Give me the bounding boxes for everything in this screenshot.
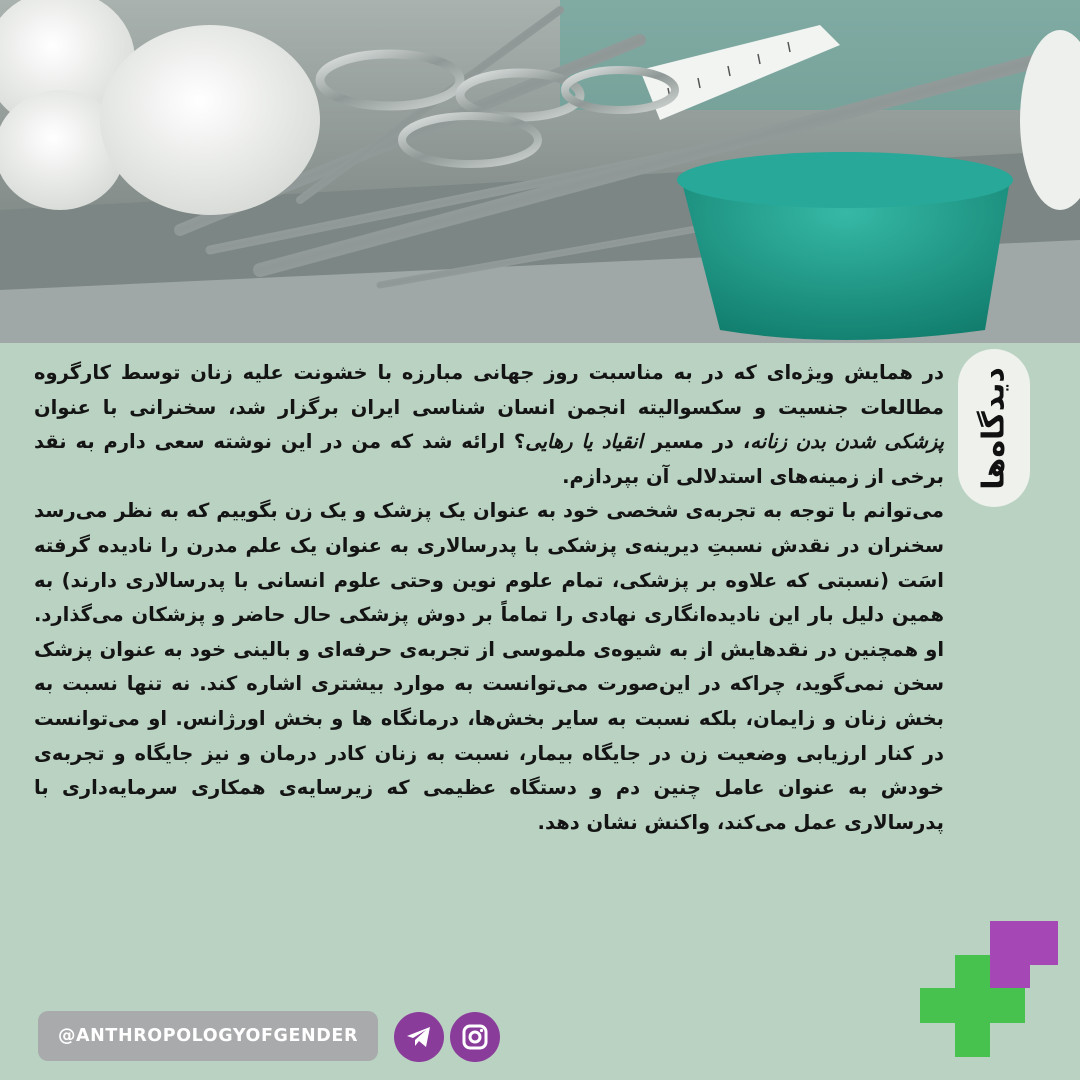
paragraph-1-text-c: ؟ ارائه شد که من در این نوشته سعی دارم به نقد برخی از زمینه‌های استدلالی آن بپردازم.	[34, 430, 944, 488]
instagram-icon	[461, 1023, 489, 1051]
telegram-button[interactable]	[394, 1012, 444, 1062]
purple-plus-decoration-stem	[990, 921, 1030, 988]
article-body	[34, 356, 944, 840]
article-paragraph-1	[34, 356, 944, 494]
paragraph-1-text-b: ، در مسیر	[642, 430, 751, 454]
section-badge	[958, 349, 1030, 507]
section-badge-label: دیدگاه‌ها	[976, 366, 1012, 490]
paragraph-1-text-a: در همایش ویژه‌ای که در به مناسبت روز جهانی مبارزه با خشونت علیه زنان توسط کارگروه مطالعات جنسیت و سکسوالیته انجمن انسان شناسی ایران برگزار شد، سخنرانی با عنوان	[34, 361, 944, 419]
telegram-icon	[406, 1025, 432, 1049]
article-paragraph-2: می‌توانم با توجه به تجربه‌ی شخصی خود به عنوان یک پزشک و یک زن بگوییم که به نظر می‌رسد سخنران در نقدش نسبتِ دیرینه‌ی پزشکی با پدرسالاری به عنوان یک علم مدرن را نادیده گرفته اسَت (نسبتی که علاوه بر پزشکی، تمام علوم نوین وحتی علوم انسانی با پدرسالاری دارند) به همین دلیل بار این نادیده‌انگاری نهادی را تماماً بر دوش پزشکی حال حاضر و پزشکان می‌گذارد. او همچنین در نقدهایش از به شیوه‌ی ملموسی از تجربه‌ی حرفه‌ای و بالینی خود به عنوان پزشک سخن نمی‌گوید، چراکه در این‌صورت می‌توانست به موارد بیشتری اشاره کند. نه تنها نسبت به بخش زنان و زایمان، بلکه نسبت به سایر بخش‌ها، درمانگاه ها و بخش اورژانس. او می‌توانست در کنار ارزیابی وضعیت زن در جایگاه بیمار، نسبت به زنان کادر درمان و نیز جایگاه و تجربه‌ی خودش به عنوان عامل چنین دم و دستگاه عظیمی که زیرسایه‌ی همکاری سرمایه‌داری با پدرسالاری عمل می‌کند، واکنش نشان دهد.	[34, 499, 944, 834]
instagram-button[interactable]	[450, 1012, 500, 1062]
green-plus-decoration-stem	[955, 955, 990, 1057]
talk-subtitle-emphasis: انقیاد یا رهایی	[525, 430, 643, 454]
header-photo	[0, 0, 1080, 343]
talk-title-emphasis: پزشکی شدن بدن زنانه	[750, 430, 944, 454]
account-handle[interactable]: @ANTHROPOLOGYOFGENDER	[38, 1011, 378, 1061]
surgical-instruments-image	[0, 0, 1080, 343]
